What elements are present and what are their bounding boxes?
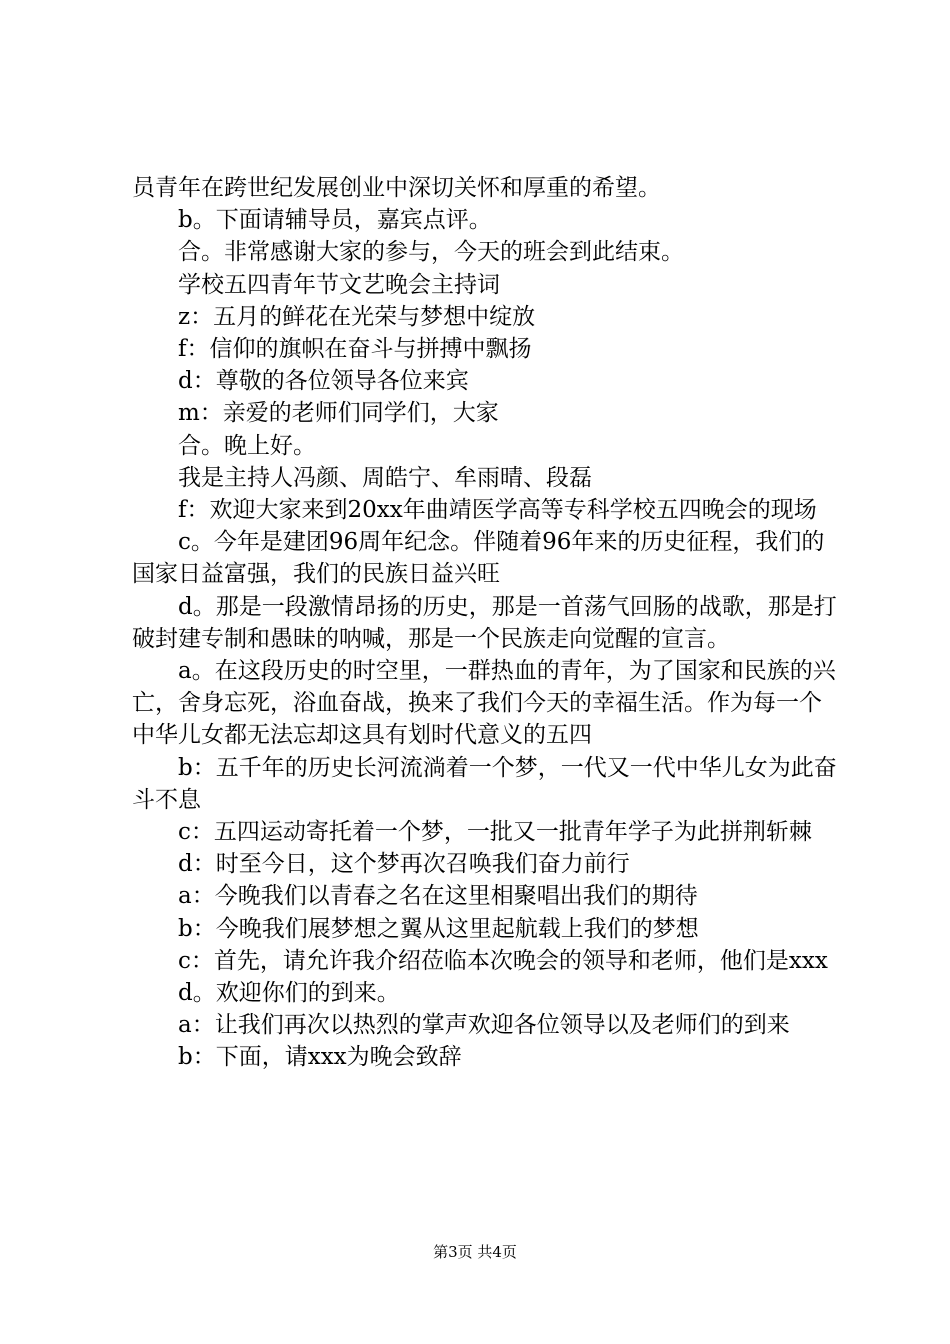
paragraph: 合。非常感谢大家的参与，今天的班会到此结束。 bbox=[178, 239, 684, 266]
paragraph: d。欢迎你们的到来。 bbox=[178, 980, 400, 1007]
paragraph: b。下面请辅导员，嘉宾点评。 bbox=[178, 207, 492, 234]
paragraph: 合。晚上好。 bbox=[178, 432, 316, 459]
paragraph: a：今晚我们以青春之名在这里相聚唱出我们的期待 bbox=[178, 883, 698, 910]
document-body bbox=[132, 172, 842, 1074]
paragraph: c：首先，请允许我介绍莅临本次晚会的领导和老师，他们是xxx bbox=[178, 947, 828, 974]
paragraph: c。今年是建团96周年纪念。伴随着96年来的历史征程，我们的国家日益富强，我们的民族日益兴旺 bbox=[132, 529, 825, 588]
paragraph: f：欢迎大家来到20xx年曲靖医学高等专科学校五四晚会的现场 bbox=[178, 497, 817, 524]
page-footer bbox=[0, 1242, 950, 1262]
paragraph: b：今晚我们展梦想之翼从这里起航载上我们的梦想 bbox=[178, 915, 699, 942]
paragraph: b：下面，请xxx为晚会致辞 bbox=[178, 1044, 462, 1071]
paragraph: d。那是一段激情昂扬的历史，那是一首荡气回肠的战歌，那是打破封建专制和愚昧的呐喊，那是一个民族走向觉醒的宣言。 bbox=[132, 593, 837, 652]
paragraph: d：时至今日，这个梦再次召唤我们奋力前行 bbox=[178, 851, 630, 878]
paragraph: f：信仰的旗帜在奋斗与拼搏中飘扬 bbox=[178, 336, 532, 363]
paragraph: a。在这段历史的时空里，一群热血的青年，为了国家和民族的兴亡，舍身忘死，浴血奋战，换来了我们今天的幸福生活。作为每一个中华儿女都无法忘却这具有划时代意义的五四 bbox=[132, 658, 836, 749]
paragraph: c：五四运动寄托着一个梦，一批又一批青年学子为此拼荆斩棘 bbox=[178, 819, 812, 846]
section-title: 学校五四青年节文艺晚会主持词 bbox=[178, 271, 500, 298]
paragraph: d：尊敬的各位领导各位来宾 bbox=[178, 368, 469, 395]
page-number-label: 第3页 共4页 bbox=[433, 1243, 517, 1261]
paragraph: b：五千年的历史长河流淌着一个梦，一代又一代中华儿女为此奋斗不息 bbox=[132, 754, 837, 813]
paragraph: 我是主持人冯颜、周皓宁、牟雨晴、段磊 bbox=[178, 464, 592, 491]
paragraph: z：五月的鲜花在光荣与梦想中绽放 bbox=[178, 303, 536, 330]
paragraph: a：让我们再次以热烈的掌声欢迎各位领导以及老师们的到来 bbox=[178, 1012, 790, 1039]
paragraph: m：亲爱的老师们同学们，大家 bbox=[178, 400, 499, 427]
paragraph: 员青年在跨世纪发展创业中深切关怀和厚重的希望。 bbox=[132, 175, 661, 201]
